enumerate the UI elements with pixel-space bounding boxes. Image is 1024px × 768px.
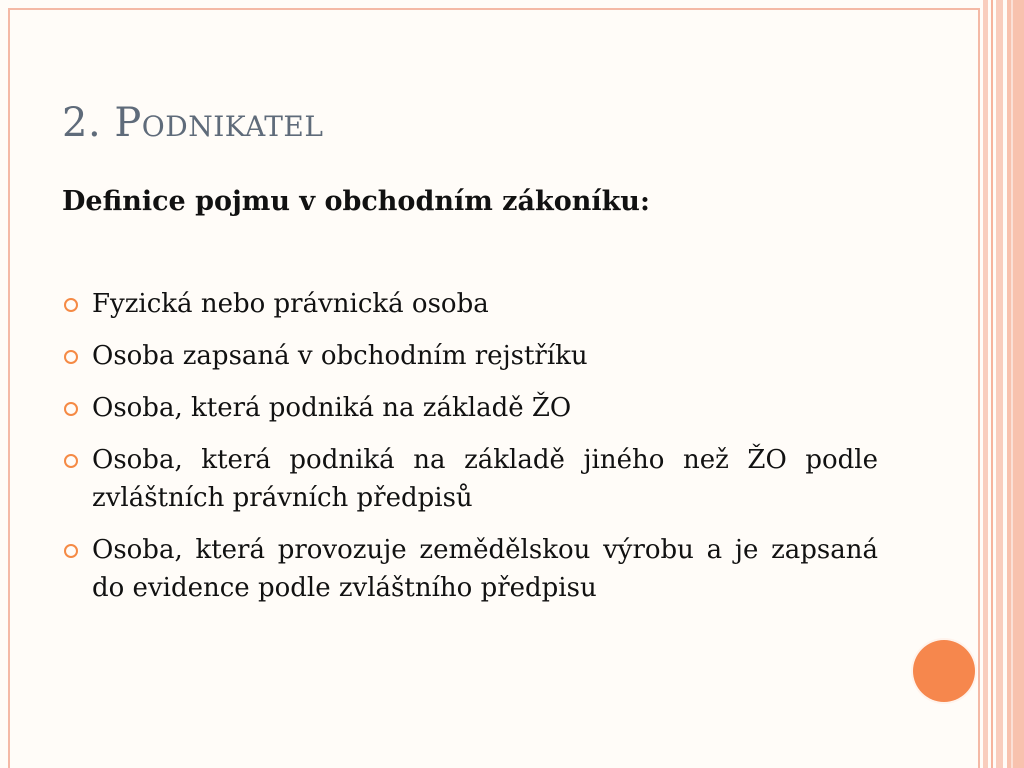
bullet-text: Osoba zapsaná v obchodním rejstříku: [92, 341, 588, 371]
bullet-circle-icon: [64, 402, 78, 416]
bullet-circle-icon: [64, 350, 78, 364]
bullet-text: Osoba, která podniká na základě jiného než ŽO podle zvláštních právních předpisů: [92, 445, 878, 513]
bullet-circle-icon: [64, 454, 78, 468]
bullet-text: Osoba, která podniká na základě ŽO: [92, 393, 572, 423]
bullet-circle-icon: [64, 298, 78, 312]
decorative-stripe: [983, 0, 988, 768]
bullet-item: [62, 531, 878, 607]
orange-circle-icon: [913, 640, 975, 702]
decorative-stripe: [1007, 0, 1024, 768]
decorative-stripe: [1011, 0, 1013, 768]
bullet-text: Osoba, která provozuje zemědělskou výrobu a je zapsaná do evidence podle zvláštního předpisu: [92, 535, 878, 603]
decorative-stripe: [991, 0, 993, 768]
slide-subtitle: Definice pojmu v obchodním zákoníku:: [62, 186, 650, 217]
bullet-circle-icon: [64, 544, 78, 558]
bullet-list: [62, 285, 878, 621]
decorative-stripe: [996, 0, 1003, 768]
bullet-item: [62, 441, 878, 517]
bullet-item: [62, 337, 878, 375]
bullet-text: Fyzická nebo právnická osoba: [92, 289, 489, 319]
slide-title: 2. Podnikatel: [62, 100, 324, 146]
bullet-item: [62, 285, 878, 323]
bullet-item: [62, 389, 878, 427]
